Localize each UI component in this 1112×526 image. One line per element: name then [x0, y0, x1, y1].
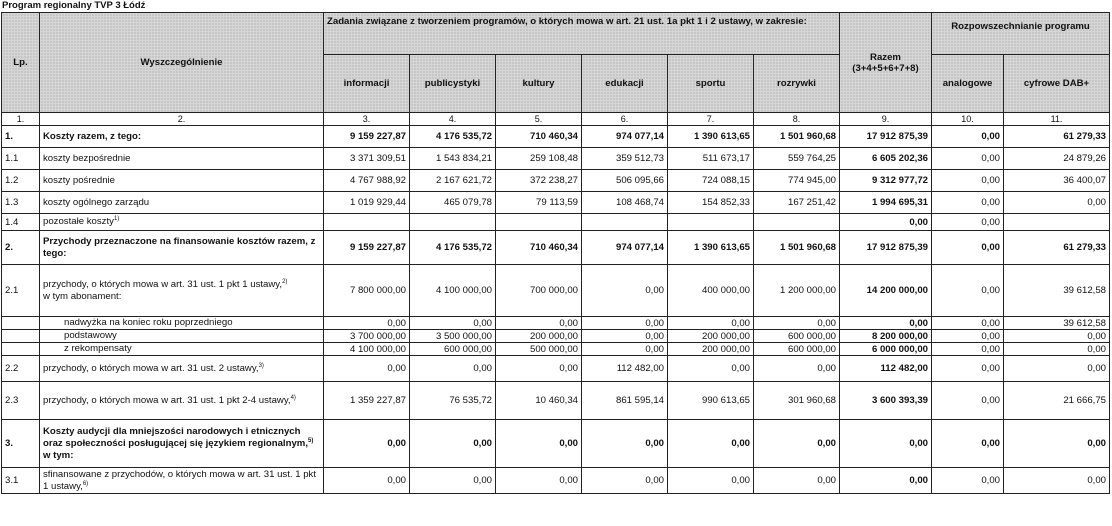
cell-col-6: 108 468,74 — [582, 192, 668, 214]
cell-col-9: 3 600 393,39 — [840, 382, 932, 420]
column-number-6: 6. — [582, 113, 668, 126]
cell-col-10: 0,00 — [932, 231, 1004, 265]
cell-col-9: 6 000 000,00 — [840, 343, 932, 356]
cell-col-8: 301 960,68 — [754, 382, 840, 420]
row-lp: 2.2 — [2, 356, 40, 382]
page-title: Program regionalny TVP 3 Łódź — [2, 0, 146, 11]
cell-col-8: 167 251,42 — [754, 192, 840, 214]
header-col-6: rozrywki — [754, 55, 840, 113]
cell-col-8: 600 000,00 — [754, 330, 840, 343]
cell-col-7: 1 390 613,65 — [668, 231, 754, 265]
cell-col-9: 0,00 — [840, 214, 932, 231]
row-lp — [2, 317, 40, 330]
row-lp: 1.4 — [2, 214, 40, 231]
cell-col-6: 0,00 — [582, 420, 668, 468]
cell-col-3: 0,00 — [324, 420, 410, 468]
cell-col-11: 24 879,26 — [1004, 148, 1110, 170]
cell-col-5 — [496, 214, 582, 231]
cell-col-5: 0,00 — [496, 356, 582, 382]
cell-col-5: 700 000,00 — [496, 265, 582, 317]
row-lp — [2, 330, 40, 343]
cell-col-5: 0,00 — [496, 468, 582, 494]
row-label: podstawowy — [40, 330, 324, 343]
cell-col-9: 112 482,00 — [840, 356, 932, 382]
cell-col-8: 0,00 — [754, 420, 840, 468]
cell-col-4: 0,00 — [410, 317, 496, 330]
cell-col-11: 39 612,58 — [1004, 265, 1110, 317]
table-row — [2, 356, 1110, 382]
cell-col-3: 1 359 227,87 — [324, 382, 410, 420]
cell-col-10: 0,00 — [932, 330, 1004, 343]
cell-col-6: 0,00 — [582, 343, 668, 356]
cell-col-4: 3 500 000,00 — [410, 330, 496, 343]
cell-col-7: 1 390 613,65 — [668, 126, 754, 148]
cell-col-7: 724 088,15 — [668, 170, 754, 192]
cell-col-11: 0,00 — [1004, 468, 1110, 494]
cell-col-5: 0,00 — [496, 420, 582, 468]
cell-col-4: 4 176 535,72 — [410, 231, 496, 265]
column-number-1: 1. — [2, 113, 40, 126]
cell-col-10: 0,00 — [932, 317, 1004, 330]
cell-col-9: 0,00 — [840, 420, 932, 468]
cell-col-3: 3 371 309,51 — [324, 148, 410, 170]
cell-col-6: 0,00 — [582, 468, 668, 494]
cell-col-6: 112 482,00 — [582, 356, 668, 382]
cell-col-7: 0,00 — [668, 356, 754, 382]
cell-col-11: 0,00 — [1004, 330, 1110, 343]
cell-col-5: 710 460,34 — [496, 231, 582, 265]
table-row — [2, 420, 1110, 468]
header-specification: Wyszczególnienie — [40, 13, 324, 113]
cell-col-11: 0,00 — [1004, 343, 1110, 356]
cell-col-10: 0,00 — [932, 420, 1004, 468]
cell-col-5: 0,00 — [496, 317, 582, 330]
header-col-5: sportu — [668, 55, 754, 113]
table-row — [2, 330, 1110, 343]
column-number-7: 7. — [668, 113, 754, 126]
cell-col-4: 4 100 000,00 — [410, 265, 496, 317]
row-lp: 3. — [2, 420, 40, 468]
cell-col-9: 8 200 000,00 — [840, 330, 932, 343]
row-label: Koszty audycji dla mniejszości narodowych i etnicznych oraz społeczności posługującej się językiem regionalnym,$^{5)}$ w tym: — [40, 420, 324, 468]
row-label: z rekompensaty — [40, 343, 324, 356]
cell-col-11: 0,00 — [1004, 420, 1110, 468]
cell-col-3: 9 159 227,87 — [324, 231, 410, 265]
row-lp: 1.1 — [2, 148, 40, 170]
row-label: przychody, o których mowa w art. 31 ust. 1 pkt 2-4 ustawy,$^{4)}$ — [40, 382, 324, 420]
cell-col-11: 0,00 — [1004, 356, 1110, 382]
cell-col-9: 0,00 — [840, 317, 932, 330]
cell-col-9: 9 312 977,72 — [840, 170, 932, 192]
row-label: Przychody przeznaczone na finansowanie kosztów razem, z tego: — [40, 231, 324, 265]
cell-col-10: 0,00 — [932, 214, 1004, 231]
cell-col-5: 10 460,34 — [496, 382, 582, 420]
cell-col-7: 0,00 — [668, 420, 754, 468]
column-number-10: 10. — [932, 113, 1004, 126]
cell-col-5: 710 460,34 — [496, 126, 582, 148]
cell-col-6 — [582, 214, 668, 231]
cell-col-8: 0,00 — [754, 356, 840, 382]
row-lp — [2, 343, 40, 356]
cell-col-10: 0,00 — [932, 126, 1004, 148]
cell-col-7: 400 000,00 — [668, 265, 754, 317]
cell-col-6: 506 095,66 — [582, 170, 668, 192]
cell-col-7: 200 000,00 — [668, 343, 754, 356]
row-label: koszty bezpośrednie — [40, 148, 324, 170]
table-row — [2, 126, 1110, 148]
row-lp: 1. — [2, 126, 40, 148]
cell-col-4: 1 543 834,21 — [410, 148, 496, 170]
row-label: koszty ogólnego zarządu — [40, 192, 324, 214]
column-number-3: 3. — [324, 113, 410, 126]
header-razem-text: Razem (3+4+5+6+7+8) — [852, 51, 919, 74]
table-row — [2, 265, 1110, 317]
cell-col-9: 1 994 695,31 — [840, 192, 932, 214]
cell-col-3 — [324, 214, 410, 231]
column-number-4: 4. — [410, 113, 496, 126]
cell-col-5: 200 000,00 — [496, 330, 582, 343]
cell-col-3: 4 767 988,92 — [324, 170, 410, 192]
row-lp: 2.3 — [2, 382, 40, 420]
cell-col-7: 511 673,17 — [668, 148, 754, 170]
cell-col-3: 3 700 000,00 — [324, 330, 410, 343]
header-col-3: kultury — [496, 55, 582, 113]
cell-col-9: 14 200 000,00 — [840, 265, 932, 317]
header-lp: Lp. — [2, 13, 40, 113]
cell-col-10: 0,00 — [932, 343, 1004, 356]
row-lp: 2.1 — [2, 265, 40, 317]
cell-col-10: 0,00 — [932, 382, 1004, 420]
cell-col-5: 79 113,59 — [496, 192, 582, 214]
cell-col-7: 990 613,65 — [668, 382, 754, 420]
cell-col-4: 0,00 — [410, 420, 496, 468]
cell-col-8 — [754, 214, 840, 231]
cell-col-11: 39 612,58 — [1004, 317, 1110, 330]
cell-col-3: 0,00 — [324, 356, 410, 382]
cell-col-8: 1 200 000,00 — [754, 265, 840, 317]
cell-col-5: 259 108,48 — [496, 148, 582, 170]
cell-col-8: 1 501 960,68 — [754, 126, 840, 148]
row-label: Koszty razem, z tego: — [40, 126, 324, 148]
cell-col-11: 61 279,33 — [1004, 231, 1110, 265]
column-number-11: 11. — [1004, 113, 1110, 126]
cell-col-7: 0,00 — [668, 317, 754, 330]
table-row — [2, 192, 1110, 214]
financial-table — [1, 12, 1110, 494]
row-lp: 2. — [2, 231, 40, 265]
cell-col-4: 465 079,78 — [410, 192, 496, 214]
cell-col-11 — [1004, 214, 1110, 231]
header-razem — [840, 13, 932, 113]
cell-col-10: 0,00 — [932, 148, 1004, 170]
cell-col-7: 200 000,00 — [668, 330, 754, 343]
cell-col-9: 17 912 875,39 — [840, 231, 932, 265]
row-label: przychody, o których mowa w art. 31 ust. 1 pkt 1 ustawy,$^{2)}$ w tym abonament: — [40, 265, 324, 317]
table-row — [2, 468, 1110, 494]
cell-col-8: 600 000,00 — [754, 343, 840, 356]
cell-col-3: 0,00 — [324, 468, 410, 494]
header-col-7: analogowe — [932, 55, 1004, 113]
row-lp: 3.1 — [2, 468, 40, 494]
cell-col-9: 0,00 — [840, 468, 932, 494]
cell-col-3: 0,00 — [324, 317, 410, 330]
cell-col-6: 0,00 — [582, 265, 668, 317]
column-number-8: 8. — [754, 113, 840, 126]
cell-col-7: 154 852,33 — [668, 192, 754, 214]
column-number-5: 5. — [496, 113, 582, 126]
row-label: nadwyżka na koniec roku poprzedniego — [40, 317, 324, 330]
cell-col-8: 0,00 — [754, 317, 840, 330]
cell-col-6: 0,00 — [582, 317, 668, 330]
cell-col-8: 0,00 — [754, 468, 840, 494]
table-row — [2, 382, 1110, 420]
table-row — [2, 343, 1110, 356]
cell-col-4: 2 167 621,72 — [410, 170, 496, 192]
cell-col-5: 500 000,00 — [496, 343, 582, 356]
table-row — [2, 170, 1110, 192]
cell-col-11: 61 279,33 — [1004, 126, 1110, 148]
cell-col-10: 0,00 — [932, 356, 1004, 382]
cell-col-6: 974 077,14 — [582, 126, 668, 148]
cell-col-10: 0,00 — [932, 170, 1004, 192]
table-row — [2, 231, 1110, 265]
row-lp: 1.3 — [2, 192, 40, 214]
cell-col-6: 861 595,14 — [582, 382, 668, 420]
header-col-1: informacji — [324, 55, 410, 113]
cell-col-8: 774 945,00 — [754, 170, 840, 192]
cell-col-5: 372 238,27 — [496, 170, 582, 192]
cell-col-4: 76 535,72 — [410, 382, 496, 420]
column-number-9: 9. — [840, 113, 932, 126]
table-row — [2, 317, 1110, 330]
header-col-2: publicystyki — [410, 55, 496, 113]
header-tasks: Zadania związane z tworzeniem programów, o których mowa w art. 21 ust. 1a pkt 1 i 2 ustawy, w zakresie: — [324, 13, 840, 55]
table-row — [2, 214, 1110, 231]
cell-col-4 — [410, 214, 496, 231]
row-label: koszty pośrednie — [40, 170, 324, 192]
row-lp: 1.2 — [2, 170, 40, 192]
cell-col-10: 0,00 — [932, 468, 1004, 494]
table-row — [2, 148, 1110, 170]
cell-col-7: 0,00 — [668, 468, 754, 494]
header-col-8: cyfrowe DAB+ — [1004, 55, 1110, 113]
cell-col-3: 1 019 929,44 — [324, 192, 410, 214]
cell-col-7 — [668, 214, 754, 231]
cell-col-3: 9 159 227,87 — [324, 126, 410, 148]
cell-col-3: 4 100 000,00 — [324, 343, 410, 356]
cell-col-6: 0,00 — [582, 330, 668, 343]
cell-col-4: 4 176 535,72 — [410, 126, 496, 148]
cell-col-4: 600 000,00 — [410, 343, 496, 356]
column-number-2: 2. — [40, 113, 324, 126]
header-distribution: Rozpowszechnianie programu — [932, 13, 1110, 55]
cell-col-6: 359 512,73 — [582, 148, 668, 170]
cell-col-4: 0,00 — [410, 468, 496, 494]
cell-col-8: 1 501 960,68 — [754, 231, 840, 265]
cell-col-10: 0,00 — [932, 265, 1004, 317]
cell-col-6: 974 077,14 — [582, 231, 668, 265]
cell-col-4: 0,00 — [410, 356, 496, 382]
cell-col-9: 6 605 202,36 — [840, 148, 932, 170]
row-label: przychody, o których mowa w art. 31 ust. 2 ustawy,$^{3)}$ — [40, 356, 324, 382]
cell-col-8: 559 764,25 — [754, 148, 840, 170]
cell-col-10: 0,00 — [932, 192, 1004, 214]
cell-col-11: 0,00 — [1004, 192, 1110, 214]
cell-col-11: 21 666,75 — [1004, 382, 1110, 420]
cell-col-11: 36 400,07 — [1004, 170, 1110, 192]
header-col-4: edukacji — [582, 55, 668, 113]
cell-col-3: 7 800 000,00 — [324, 265, 410, 317]
row-label: pozostałe koszty$^{1)}$ — [40, 214, 324, 231]
row-label: sfinansowane z przychodów, o których mowa w art. 31 ust. 1 pkt 1 ustawy,$^{6)}$ — [40, 468, 324, 494]
cell-col-9: 17 912 875,39 — [840, 126, 932, 148]
